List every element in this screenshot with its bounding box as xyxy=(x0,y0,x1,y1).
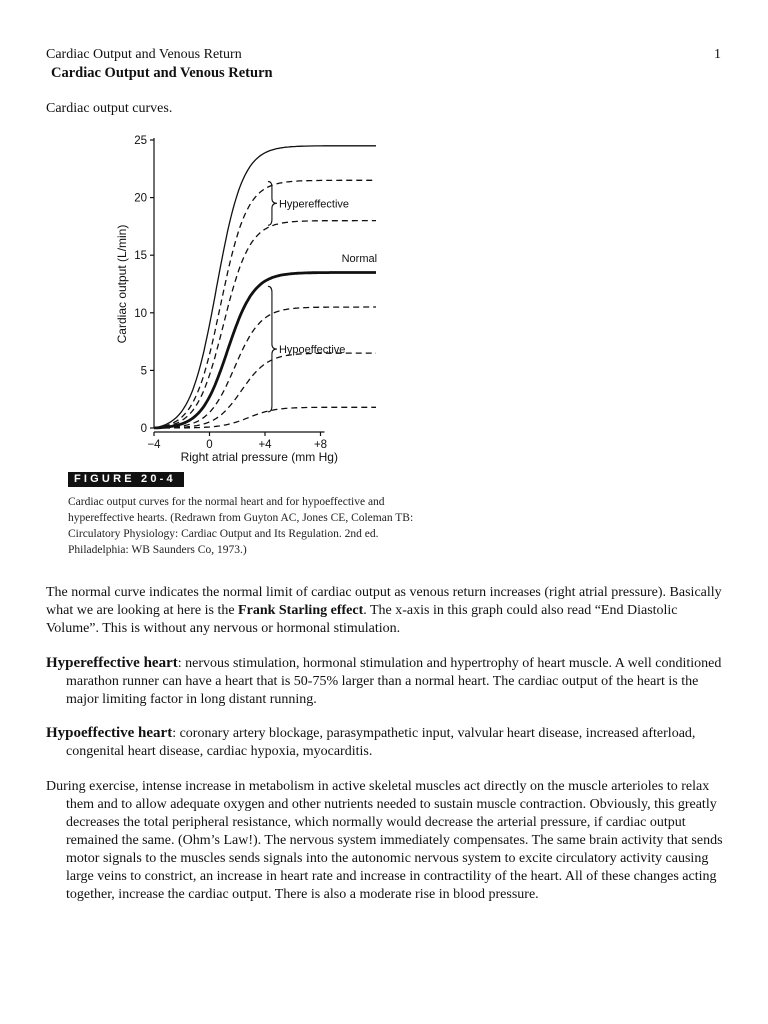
p1-text-a: The normal curve indicates the normal limit of cardiac output as venous return increases (right atrial pressure). Basically what we are looking at here is the xyxy=(46,585,722,618)
paragraph-hypereffective xyxy=(46,654,726,709)
exercise-text: During exercise, intense increase in metabolism in active skeletal muscles act directly on the muscle arterioles to relax them and to allow adequate oxygen and other nutrients needed to sustain muscle contraction. Obviously, this greatly decreases the total peripheral resistance, which normally would decrease the arterial pressure, if cardiac output remained the same. (Ohm’s Law!). The nervous system immediately compensates. The same brain activity that sends motor signals to the muscles sends signals into the autonomic nervous system to excite circulatory activity causing large veins to constrict, an increase in heart rate and increase in contractility of the heart. All of these changes acting together, increase the cardiac output. There is also a moderate rise in blood pressure. xyxy=(46,779,723,902)
x-tick-label: +8 xyxy=(313,439,328,451)
paragraph-hypoeffective xyxy=(46,724,726,761)
figure-banner: FIGURE 20-4 xyxy=(68,472,184,487)
p1-text-b: . The x-axis in this graph could also read “End Diastolic Volume”. This is without any nervous or hormonal stimulation. xyxy=(46,603,678,636)
cardiac-output-chart xyxy=(66,128,396,468)
intro-text: Cardiac output curves. xyxy=(46,101,173,116)
x-tick-label: 0 xyxy=(206,439,213,451)
series-line-5 xyxy=(154,307,376,428)
series-line-1 xyxy=(154,146,376,428)
hypoeffective-brace xyxy=(268,286,277,412)
paragraph-exercise xyxy=(46,778,726,904)
y-tick-label: 0 xyxy=(140,423,147,435)
y-tick-label: 20 xyxy=(134,192,147,205)
y-tick-label: 10 xyxy=(134,307,147,320)
figure-cardiac-output-curves xyxy=(66,128,446,558)
y-tick-label: 5 xyxy=(140,365,147,378)
running-header-title: Cardiac Output and Venous Return xyxy=(46,47,242,62)
y-tick-label: 15 xyxy=(134,250,147,263)
page-number: 1 xyxy=(714,47,721,62)
figure-caption: Cardiac output curves for the normal heart and for hypoeffective and hypereffective hearts. (Redrawn from Guyton AC, Jones CE, Coleman TB: Circulatory Physiology: Cardiac Output and Its Regulation. 2nd ed. Philadelphia: WB Saunders Co, 1973.) xyxy=(68,496,414,556)
hypereffective-term: Hypereffective heart xyxy=(46,655,178,671)
series-line-2 xyxy=(154,180,376,428)
label-hypereffective: Hypereffective xyxy=(278,198,350,211)
x-tick-label: +4 xyxy=(258,439,272,451)
hypoeffective-term: Hypoeffective heart xyxy=(46,725,173,741)
hypereffective-text: : nervous stimulation, hormonal stimulation and hypertrophy of heart muscle. A well conditioned marathon runner can have a heart that is 50-75% larger than a normal heart. The cardiac output of the heart is the major limiting factor in long distant running. xyxy=(66,656,722,707)
hypoeffective-text: : coronary artery blockage, parasympathetic input, valvular heart disease, increased afterload, congenital heart disease, cardiac hypoxia, myocarditis. xyxy=(66,726,696,759)
paragraph-normal-curve xyxy=(46,584,726,638)
y-tick-label: 25 xyxy=(134,135,147,147)
y-axis-label: Cardiac output (L/min) xyxy=(115,224,129,344)
document-title: Cardiac Output and Venous Return xyxy=(51,65,273,81)
x-axis-label: Right atrial pressure (mm Hg) xyxy=(180,450,338,464)
label-normal: Normal xyxy=(341,253,378,266)
frank-starling-term: Frank Starling effect xyxy=(238,603,364,618)
x-tick-label: −4 xyxy=(147,439,161,451)
hypereffective-brace xyxy=(268,181,277,225)
label-hypoeffective: Hypoeffective xyxy=(278,344,346,357)
series-line-3 xyxy=(154,221,376,428)
